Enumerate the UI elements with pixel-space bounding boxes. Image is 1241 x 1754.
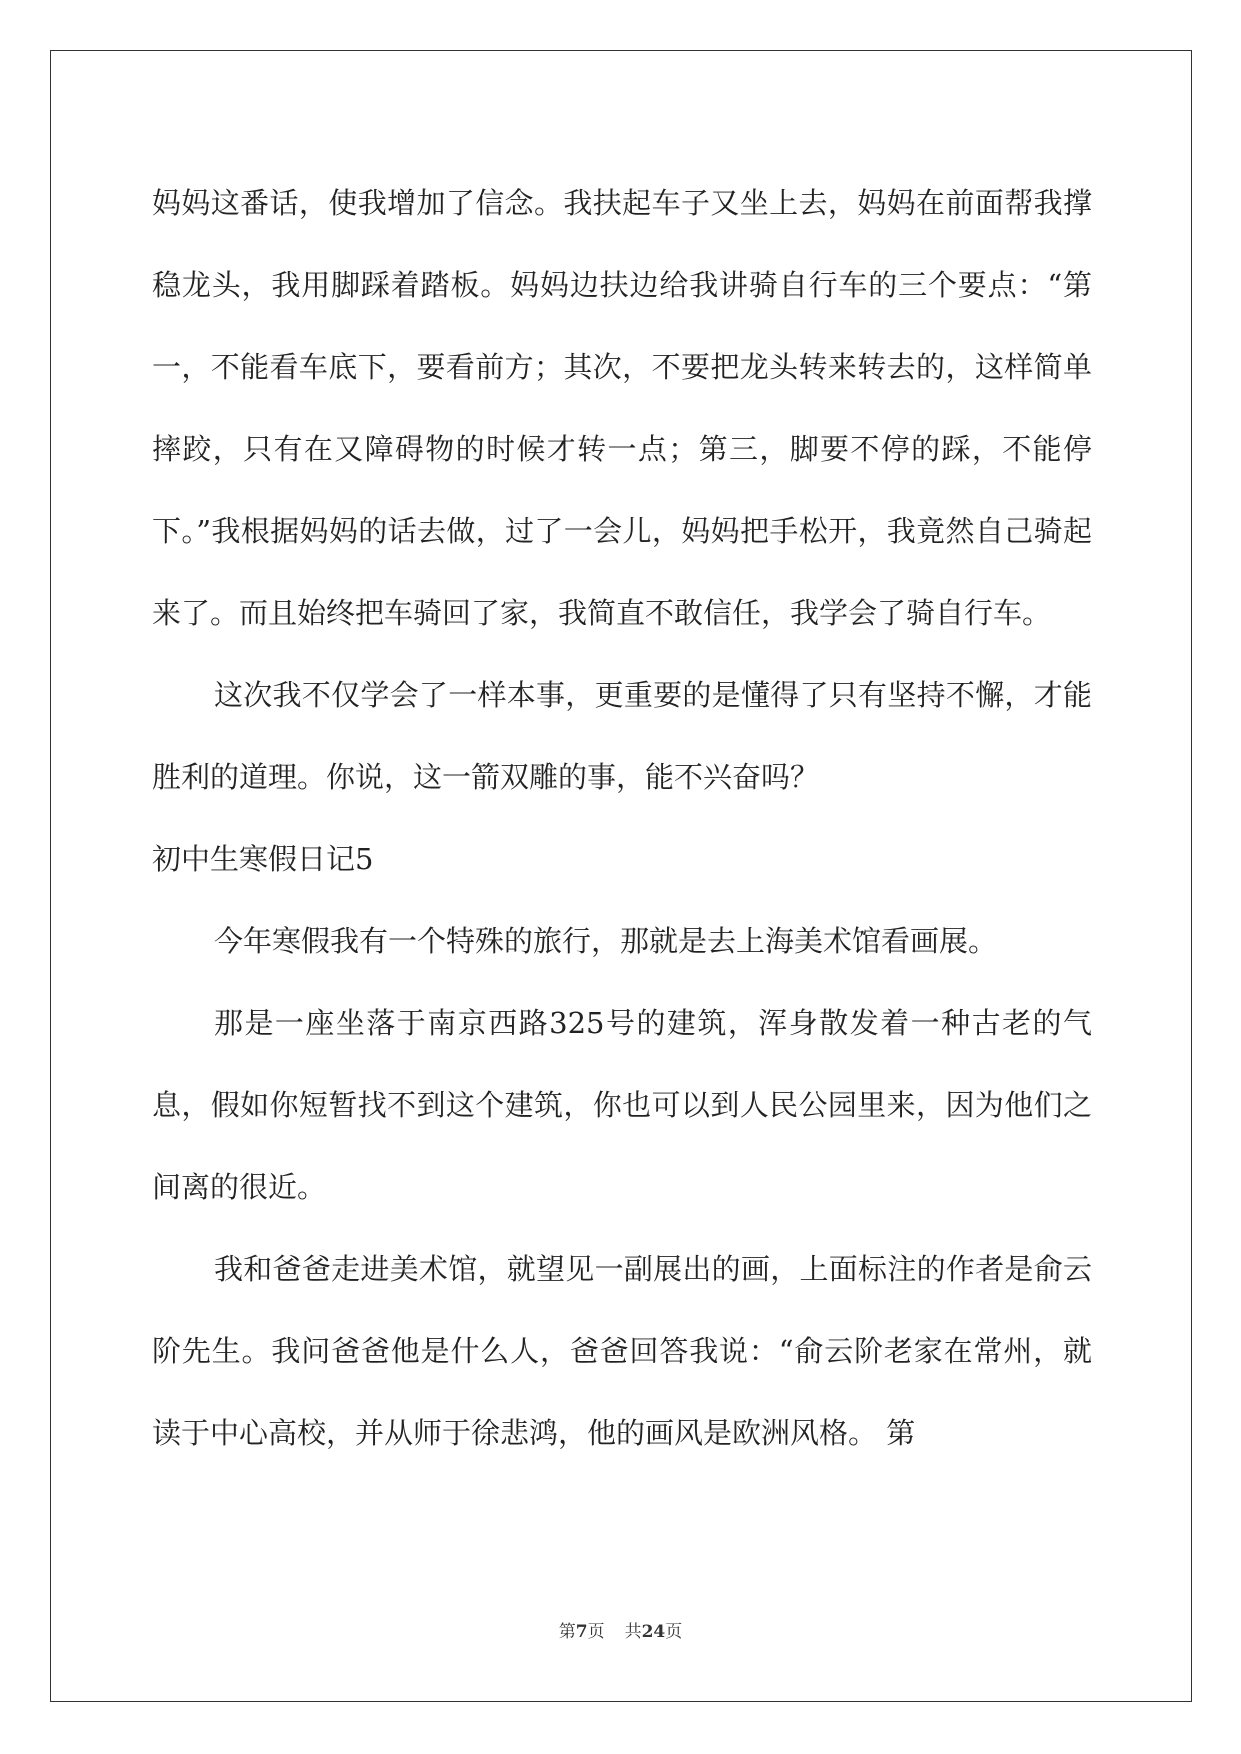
paragraph-painting: 我和爸爸走进美术馆，就望见一副展出的画，上面标注的作者是俞云阶先生。我问爸爸他是什么人，爸爸回答我说：“俞云阶老家在常州，就读于中心高校，并从师于徐悲鸿，他的画风是欧洲风格。 第 [152,1252,1092,1450]
section-heading: 初中生寒假日记5 [152,842,374,876]
footer-total-unit: 页 [665,1622,683,1642]
footer-prefix: 第 [558,1622,576,1642]
footer-page-unit: 页 [587,1622,605,1642]
paragraph-learning-bike: 妈妈这番话，使我增加了信念。我扶起车子又坐上去，妈妈在前面帮我撑稳龙头，我用脚踩着踏板。妈妈边扶边给我讲骑自行车的三个要点：“第一，不能看车底下，要看前方；其次，不要把龙头转来转去的，这样简单摔跤，只有在又障碍物的时候才转一点；第三，脚要不停的踩，不能停下。”我根据妈妈的话去做，过了一会儿，妈妈把手松开，我竟然自己骑起来了。而且始终把车骑回了家，我简直不敢信任，我学会了骑自行车。 [152,186,1092,630]
paragraph-building: 那是一座坐落于南京西路325号的建筑，浑身散发着一种古老的气息，假如你短暂找不到这个建筑，你也可以到人民公园里来，因为他们之间离的很近。 [152,1006,1092,1204]
current-page-number: 7 [575,1622,588,1642]
paragraph-lesson: 这次我不仅学会了一样本事，更重要的是懂得了只有坚持不懈，才能胜利的道理。你说，这一箭双雕的事，能不兴奋吗？ [152,678,1092,794]
page-footer [0,1617,1241,1642]
paragraph-trip-intro: 今年寒假我有一个特殊的旅行，那就是去上海美术馆看画展。 [214,924,998,958]
total-page-count: 24 [641,1622,666,1642]
footer-total-prefix: 共 [624,1622,642,1642]
document-body [152,162,1092,1474]
